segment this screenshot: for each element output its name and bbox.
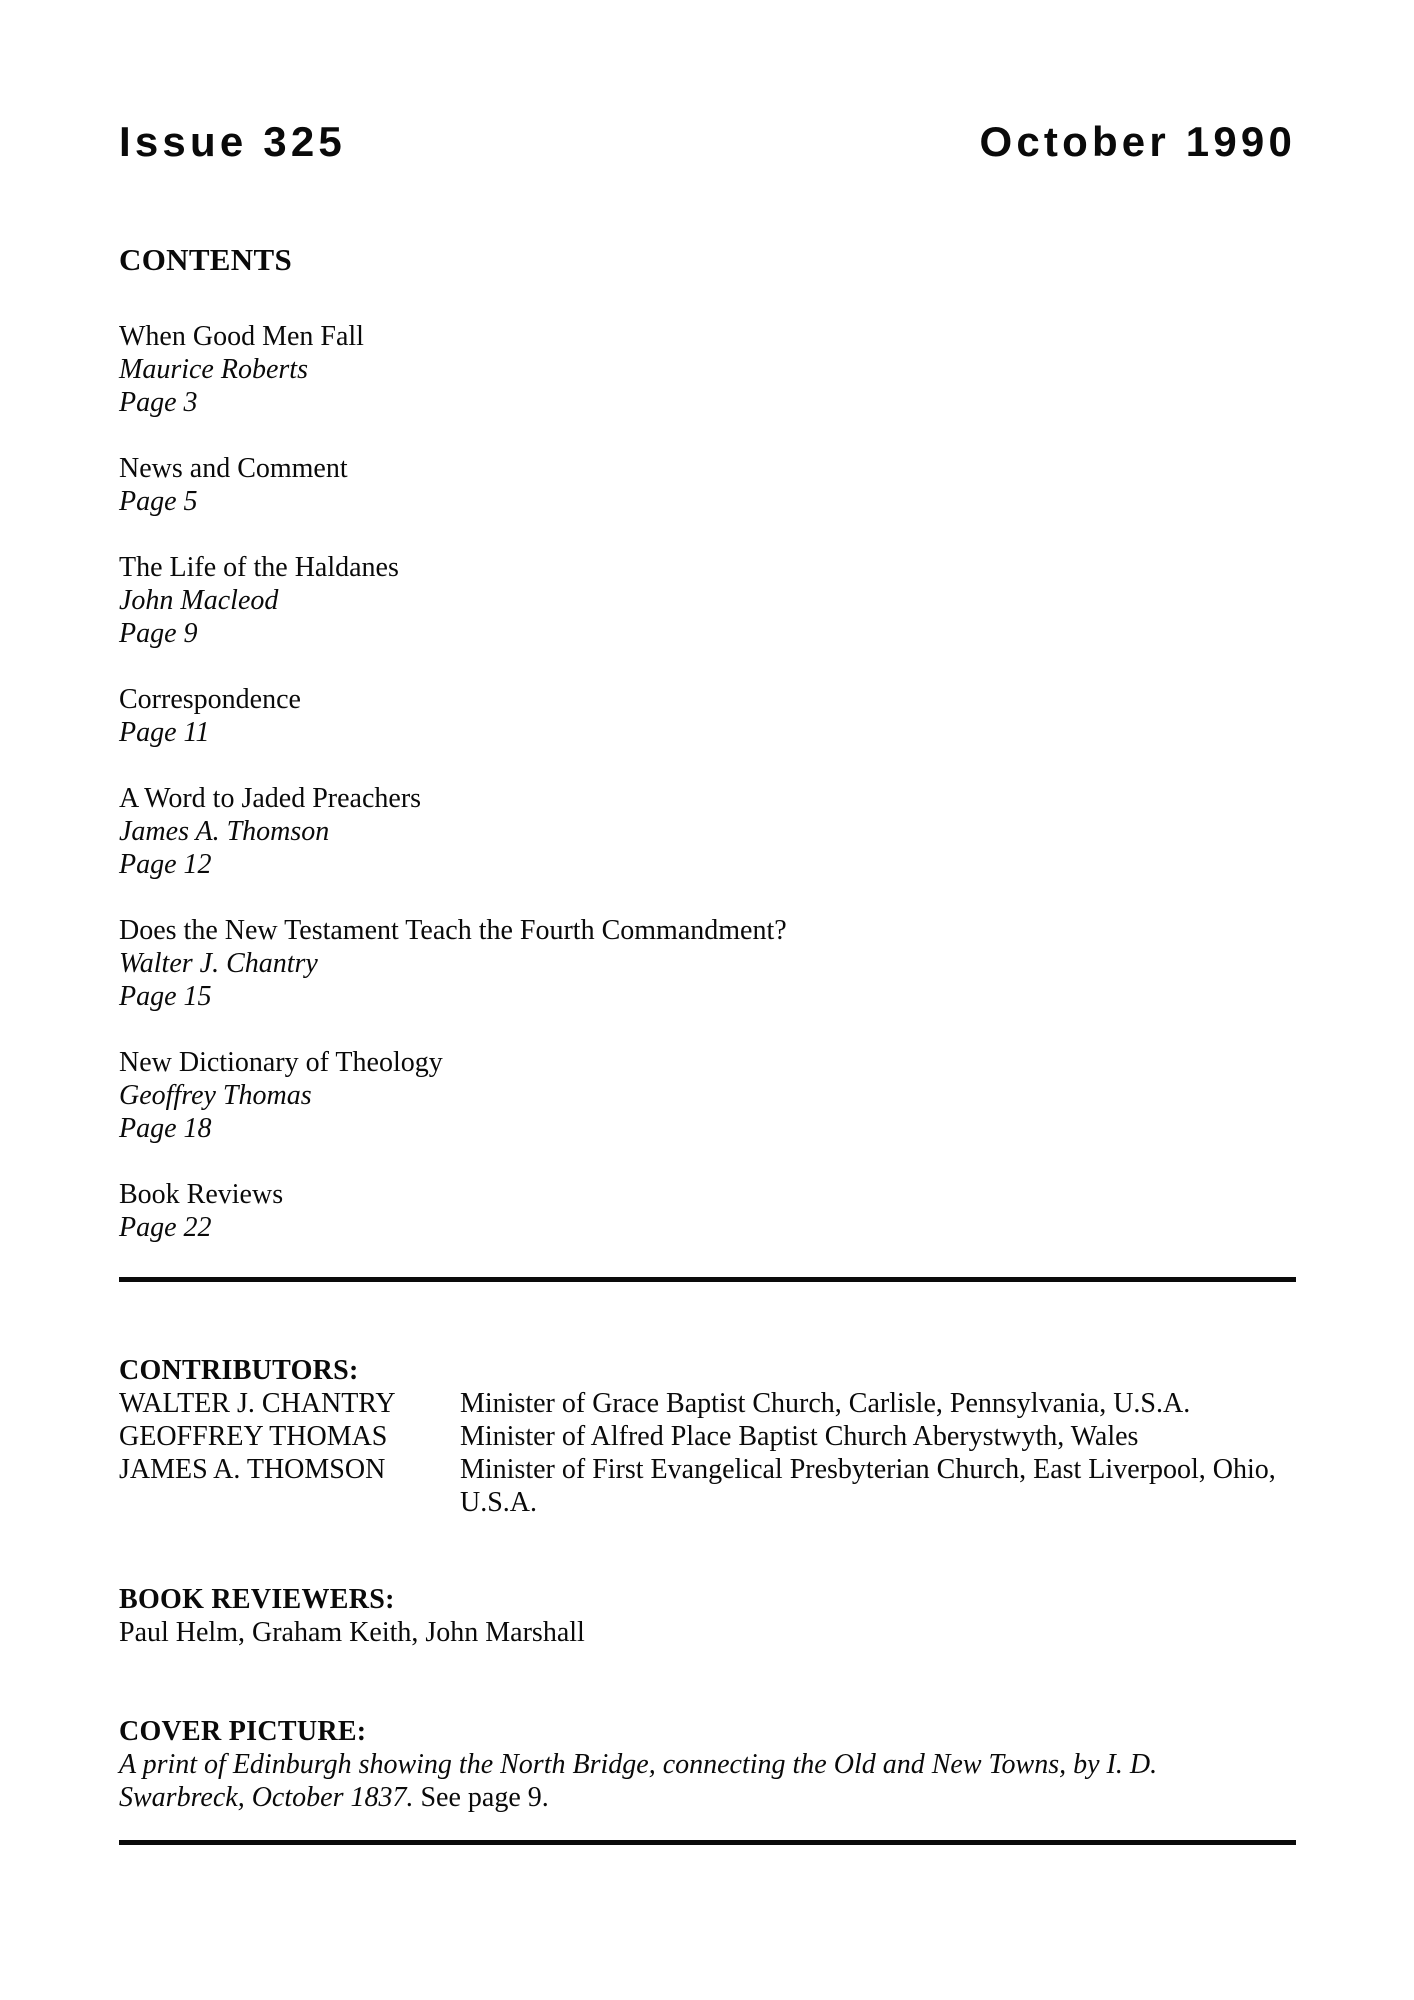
cover-see-note: See page 9. xyxy=(420,1782,549,1813)
contributors-list xyxy=(119,1387,1296,1519)
masthead xyxy=(119,118,1296,166)
toc-entry xyxy=(119,452,1296,518)
cover-picture-heading: COVER PICTURE: xyxy=(119,1716,367,1747)
toc-entry-page: Page 9 xyxy=(119,618,198,649)
contributor-row xyxy=(119,1453,1296,1519)
contributor-name: JAMES A. THOMSON xyxy=(119,1454,386,1485)
toc-entry-author: James A. Thomson xyxy=(119,816,330,847)
toc-entry-page: Page 11 xyxy=(119,717,210,748)
table-of-contents xyxy=(119,320,1296,1244)
contributor-row xyxy=(119,1420,1296,1453)
toc-entry-author: Maurice Roberts xyxy=(119,354,308,385)
toc-entry-title: New Dictionary of Theology xyxy=(119,1047,443,1078)
contributor-description: Minister of Alfred Place Baptist Church Aberystwyth, Wales xyxy=(460,1421,1139,1452)
cover-description-line1: A print of Edinburgh showing the North Bridge, connecting the Old and New Towns, by I. D. xyxy=(119,1749,1158,1780)
contents-heading: CONTENTS xyxy=(119,242,293,277)
toc-entry-title: Book Reviews xyxy=(119,1179,284,1210)
toc-entry-title: The Life of the Haldanes xyxy=(119,552,399,583)
toc-entry xyxy=(119,914,1296,1013)
toc-entry xyxy=(119,551,1296,650)
toc-entry-title: Does the New Testament Teach the Fourth Commandment? xyxy=(119,915,787,946)
toc-entry-page: Page 15 xyxy=(119,981,212,1012)
toc-entry-page: Page 22 xyxy=(119,1212,212,1243)
toc-entry-author: Walter J. Chantry xyxy=(119,948,318,979)
issue-number: Issue 325 xyxy=(119,118,346,165)
contributor-description: Minister of Grace Baptist Church, Carlisle, Pennsylvania, U.S.A. xyxy=(460,1388,1191,1419)
toc-entry xyxy=(119,683,1296,749)
contributor-name: WALTER J. CHANTRY xyxy=(119,1388,396,1419)
toc-entry xyxy=(119,1046,1296,1145)
contributor-row xyxy=(119,1387,1296,1420)
toc-entry-author: Geoffrey Thomas xyxy=(119,1080,312,1111)
toc-entry xyxy=(119,320,1296,419)
toc-entry-title: A Word to Jaded Preachers xyxy=(119,783,422,814)
book-reviewers-heading: BOOK REVIEWERS: xyxy=(119,1584,395,1615)
toc-entry-page: Page 3 xyxy=(119,387,198,418)
cover-picture-description xyxy=(119,1748,1296,1814)
contributor-name: GEOFFREY THOMAS xyxy=(119,1421,388,1452)
divider-rule-bottom xyxy=(119,1840,1296,1845)
divider-rule-top xyxy=(119,1277,1296,1282)
toc-entry-page: Page 18 xyxy=(119,1113,212,1144)
toc-entry-page: Page 5 xyxy=(119,486,198,517)
book-reviewers-names: Paul Helm, Graham Keith, John Marshall xyxy=(119,1617,585,1648)
toc-entry-title: When Good Men Fall xyxy=(119,321,364,352)
toc-entry xyxy=(119,782,1296,881)
toc-entry xyxy=(119,1178,1296,1244)
toc-entry-author: John Macleod xyxy=(119,585,279,616)
toc-entry-page: Page 12 xyxy=(119,849,212,880)
cover-description-line2: Swarbreck, October 1837. xyxy=(119,1782,414,1813)
toc-entry-title: News and Comment xyxy=(119,453,348,484)
contributor-description: Minister of First Evangelical Presbyterian Church, East Liverpool, Ohio, U.S.A. xyxy=(460,1454,1276,1518)
issue-date: October 1990 xyxy=(979,118,1296,165)
toc-entry-title: Correspondence xyxy=(119,684,301,715)
contributors-heading: CONTRIBUTORS: xyxy=(119,1355,359,1386)
